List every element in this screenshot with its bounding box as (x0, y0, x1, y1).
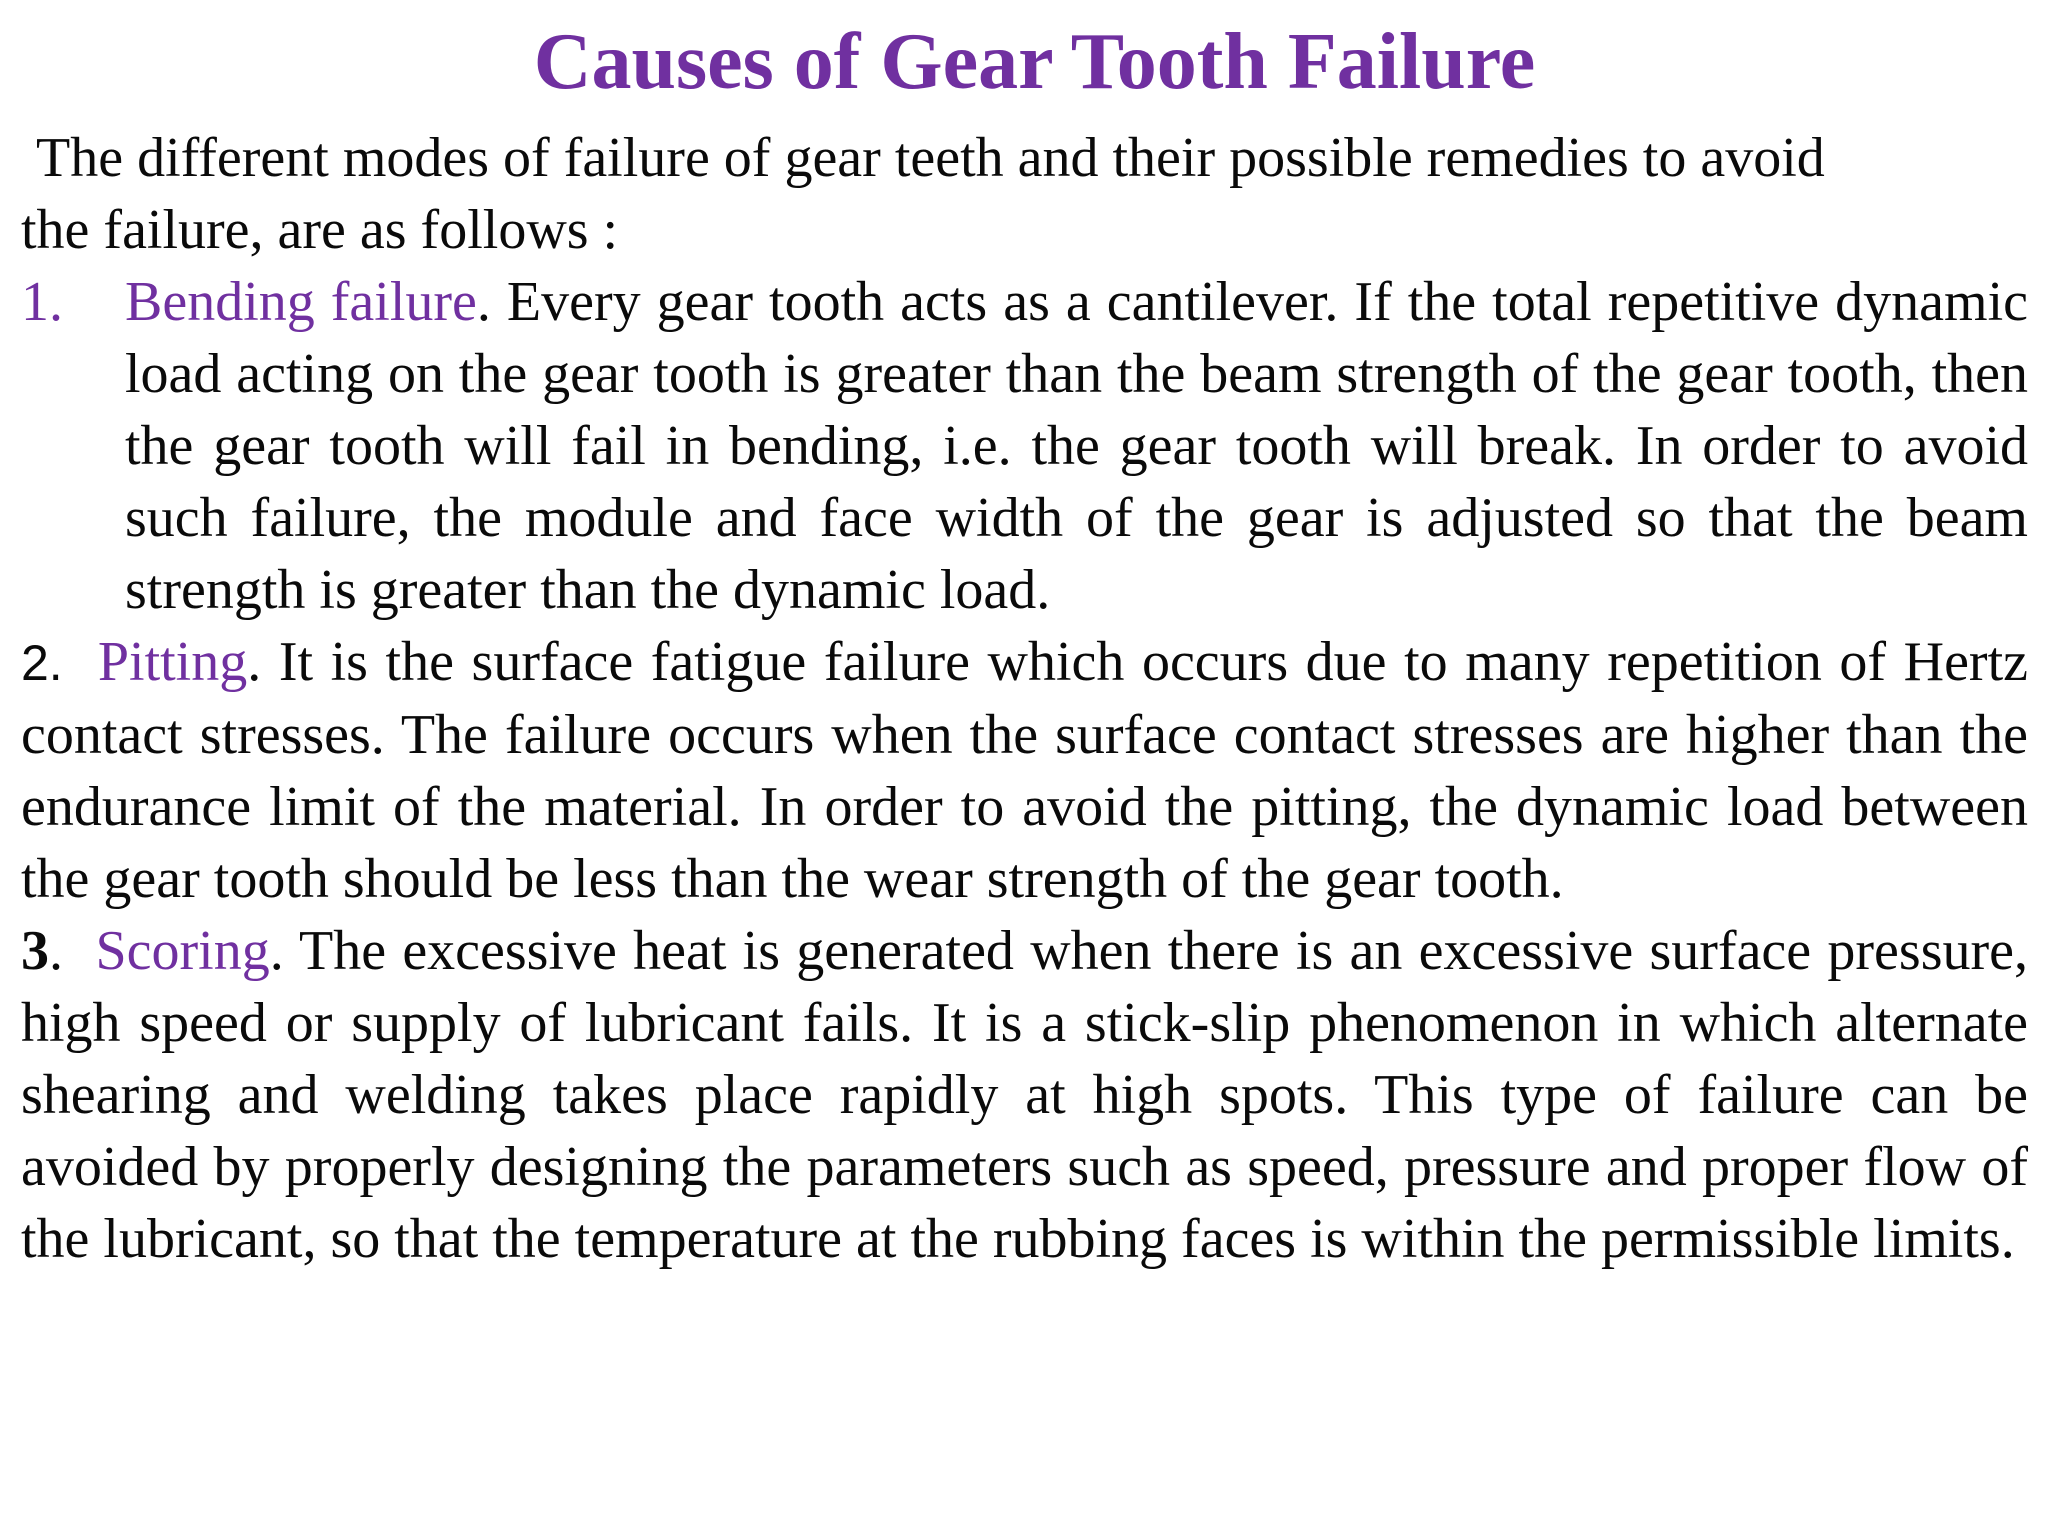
list-item-scoring (21, 915, 2028, 1275)
list-item-number-suffix: . (49, 920, 63, 982)
intro-paragraph (21, 122, 2028, 266)
list-item-text: . The excessive heat is generated when there is an excessive surface pressure, high speed or supply of lubricant fails. It is a stick-slip phenomenon in which alternate shearing and welding takes place rapidly at high spots. This type of failure can be avoided by properly designing the parameters such as speed, pressure and proper flow of the lubricant, so that the temperature at the rubbing faces is within the permissible limits. (21, 920, 2029, 1270)
list-item-bending-failure (21, 266, 2028, 626)
list-item-term: Pitting (97, 631, 248, 693)
list-item-number: 2. (21, 635, 63, 691)
list-item-pitting (21, 626, 2028, 915)
list-item-text: . It is the surface fatigue failure which occurs due to many repetition of Hertz contact stresses. The failure occurs when the surface contact stresses are higher than the endurance limit of the material. In order to avoid the pitting, the dynamic load between the gear tooth should be less than the wear strength of the gear tooth. (21, 631, 2028, 910)
list-item-term: Scoring (95, 920, 270, 982)
list-item-number: 3 (21, 920, 49, 982)
list-item-number: 1. (21, 271, 63, 333)
list-item-term: Bending failure (125, 271, 477, 333)
intro-line-2: the failure, are as follows : (21, 199, 619, 261)
page-title: Causes of Gear Tooth Failure (533, 18, 1536, 106)
slide-body (21, 122, 2028, 1275)
list-item-text: . Every gear tooth acts as a cantilever. If the total repetitive dynamic load acting on the gear tooth is greater than the beam strength of the gear tooth, then the gear tooth will fail in bending, i.e. the gear tooth will break. In order to avoid such failure, the module and face width of the gear is adjusted so that the beam strength is greater than the dynamic load. (125, 271, 2028, 621)
intro-line-1: The different modes of failure of gear teeth and their possible remedies to avoid (36, 127, 1825, 189)
